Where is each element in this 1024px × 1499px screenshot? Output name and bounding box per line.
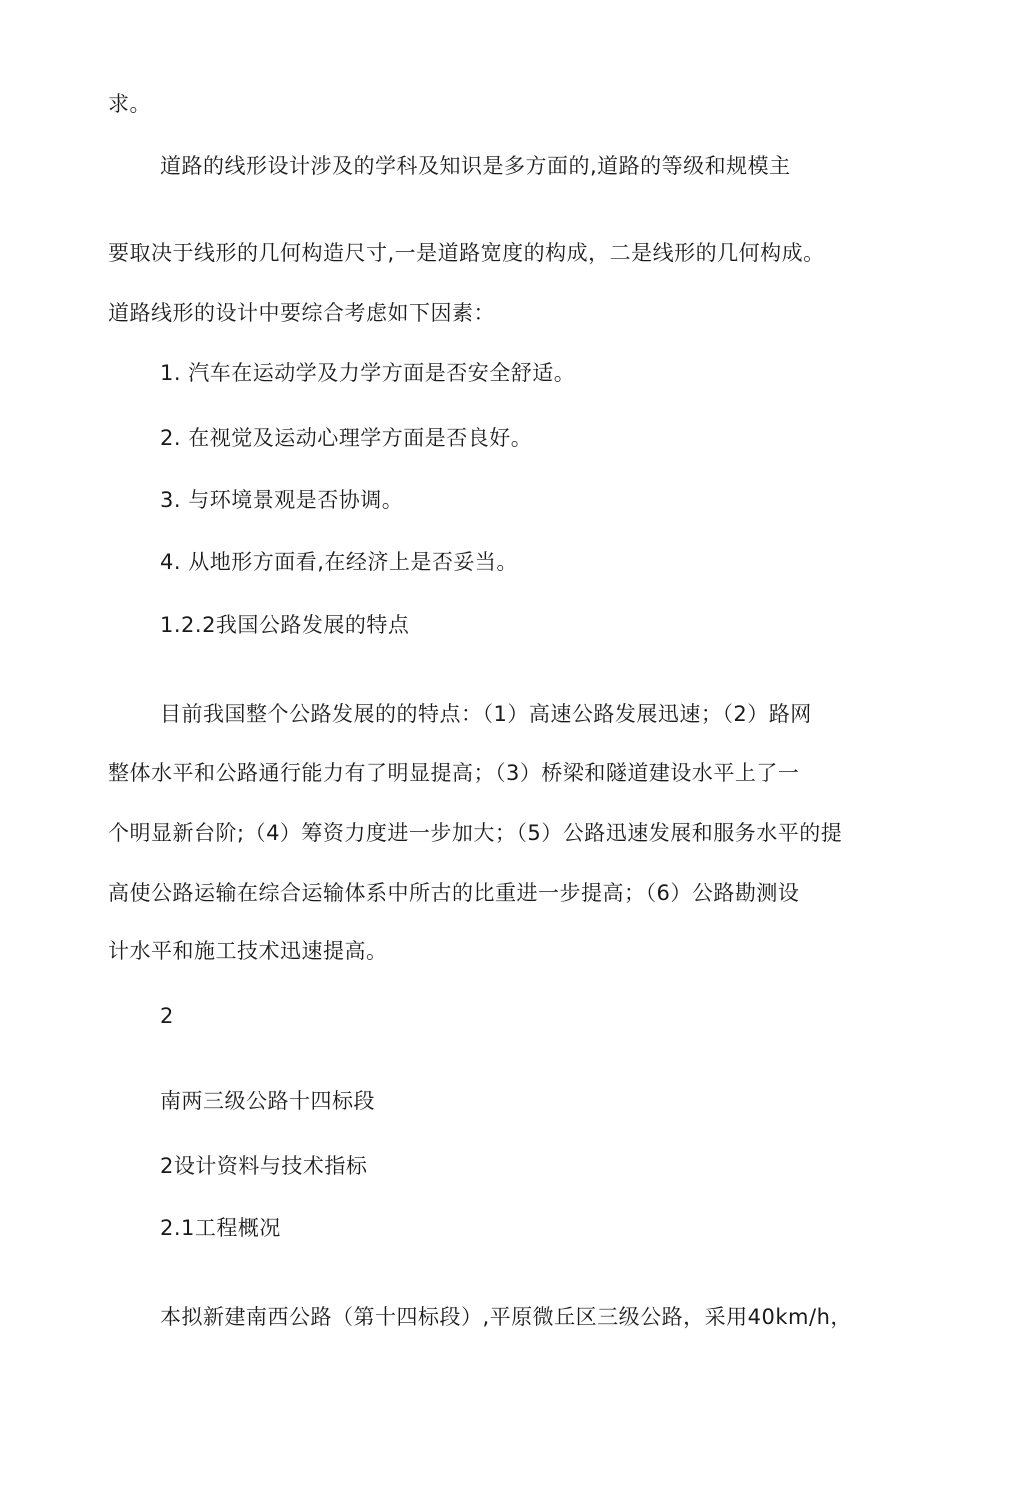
list-item: 3. 与环境景观是否协调。	[160, 488, 404, 512]
list-item: 2. 在视觉及运动心理学方面是否良好。	[160, 426, 533, 450]
paragraph-line: 要取决于线形的几何构造尺寸,一是道路宽度的构成，二是线形的几何构成。	[108, 241, 825, 265]
paragraph-line: 目前我国整个公路发展的的特点：（1）高速公路发展迅速；（2）路网	[160, 702, 812, 726]
section-heading: 2设计资料与技术指标	[160, 1154, 368, 1178]
section-heading: 2.1工程概况	[160, 1216, 281, 1240]
list-item: 4. 从地形方面看,在经济上是否妥当。	[160, 550, 518, 574]
paragraph-line: 道路线形的设计中要综合考虑如下因素：	[108, 301, 495, 325]
paragraph-line: 道路的线形设计涉及的学科及知识是多方面的,道路的等级和规模主	[160, 154, 791, 178]
paragraph-line: 求。	[108, 92, 151, 116]
section-heading: 1.2.2我国公路发展的特点	[160, 613, 410, 637]
list-item: 1. 汽车在运动学及力学方面是否安全舒适。	[160, 361, 576, 385]
paragraph-line: 高使公路运输在综合运输体系中所古的比重进一步提高；（6）公路勘测设	[108, 881, 800, 905]
paragraph-line: 本拟新建南西公路（第十四标段）,平原微丘区三级公路，采用40km/h，	[160, 1305, 852, 1329]
paragraph-line: 个明显新台阶;（4）筹资力度进一步加大；（5）公路迅速发展和服务水平的提	[108, 821, 843, 845]
page-number: 2	[160, 1004, 174, 1028]
running-header: 南两三级公路十四标段	[160, 1089, 375, 1113]
paragraph-line: 计水平和施工技术迅速提高。	[108, 939, 388, 963]
paragraph-line: 整体水平和公路通行能力有了明显提高；（3）桥梁和隧道建设水平上了一	[108, 761, 800, 785]
